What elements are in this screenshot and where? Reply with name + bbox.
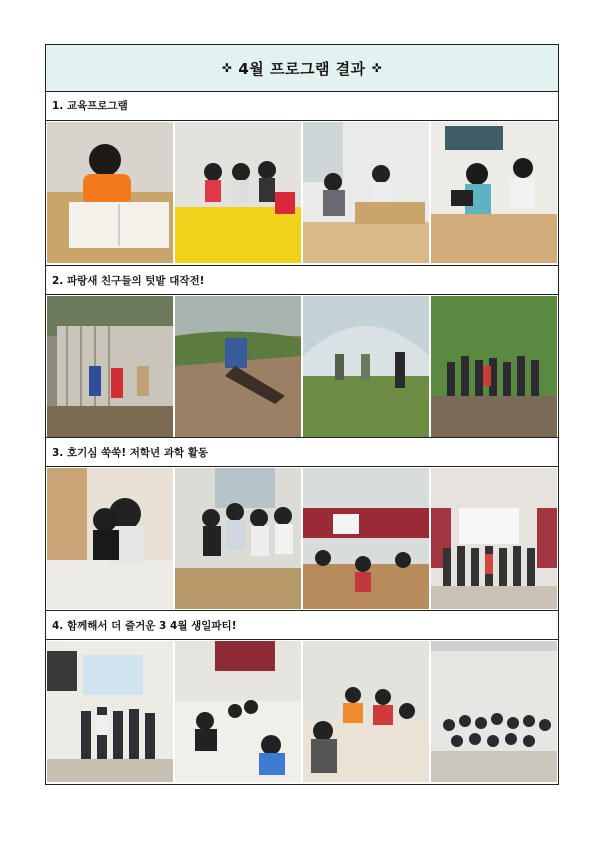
children-science-table-photo: [175, 468, 301, 609]
section-heading-education: 1. 교육프로그램: [46, 91, 558, 121]
report-title-bar: [46, 45, 558, 92]
children-birthday-meal-photo: [303, 641, 429, 782]
section-heading-garden: 2. 파랑새 친구들의 텃밭 대작전!: [46, 265, 558, 295]
children-eating-on-floor-photo: [175, 641, 301, 782]
greenhouse-garden-photo: [303, 296, 429, 437]
section-heading-birthday: 4. 함께해서 더 즐거운 3 4월 생일파티!: [46, 610, 558, 640]
students-writing-at-desks-photo: [303, 122, 429, 263]
ornament-right-icon: ✜: [371, 61, 383, 75]
section-heading-science: 3. 호기심 쑥쑥! 저학년 과학 활동: [46, 437, 558, 467]
garden-soil-planting-photo: [175, 296, 301, 437]
children-by-fence-photo: [47, 296, 173, 437]
ornament-left-icon: ✜: [221, 61, 233, 75]
group-birthday-pose-photo: [47, 641, 173, 782]
large-group-photo: [431, 641, 557, 782]
student-reading-photo: [47, 122, 173, 263]
children-doing-craft-photo: [47, 468, 173, 609]
students-using-laptops-photo: [431, 122, 557, 263]
report-title: 4월 프로그램 결과: [238, 59, 366, 78]
photo-row-science: [46, 468, 558, 609]
program-report: [45, 44, 559, 785]
children-reading-on-mat-photo: [175, 122, 301, 263]
group-in-hall-photo: [431, 468, 557, 609]
group-in-forest-photo: [431, 296, 557, 437]
classroom-presentation-photo: [303, 468, 429, 609]
photo-row-birthday: [46, 641, 558, 782]
photo-row-garden: [46, 296, 558, 437]
photo-row-education: [46, 122, 558, 263]
